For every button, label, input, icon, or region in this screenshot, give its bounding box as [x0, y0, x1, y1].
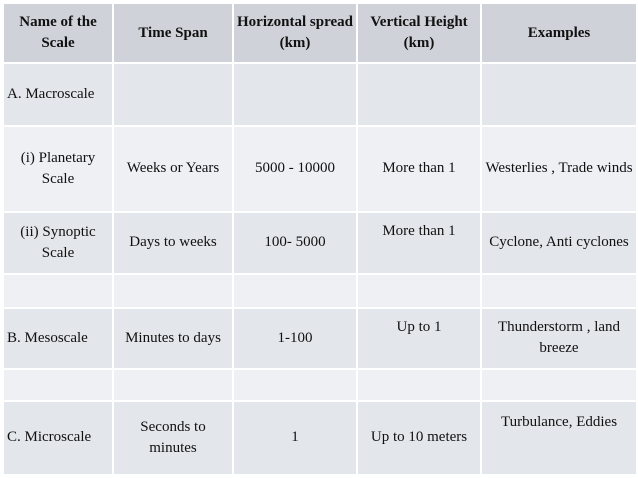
cell-scale: B. Mesoscale: [3, 308, 113, 368]
header-examples: Examples: [481, 3, 637, 63]
cell-empty: [233, 274, 357, 308]
cell-vertical: Up to 1: [357, 308, 481, 368]
table-row: [3, 63, 637, 125]
cell-examples: Thunderstorm , land breeze: [481, 308, 637, 368]
cell-time-span: Minutes to days: [113, 308, 233, 368]
cell-empty: [233, 369, 357, 401]
header-vertical-height: Vertical Height (km): [357, 3, 481, 63]
header-row: [3, 3, 637, 63]
header-horizontal-spread: Horizontal spread (km): [233, 3, 357, 63]
table-row: [3, 126, 637, 212]
cell-time-span: Seconds to minutes: [113, 401, 233, 475]
scales-table: [2, 2, 638, 476]
cell-vertical: [357, 63, 481, 125]
cell-empty: [113, 369, 233, 401]
cell-empty: [481, 369, 637, 401]
cell-vertical: More than 1: [357, 212, 481, 274]
table-row: [3, 274, 637, 308]
cell-empty: [3, 369, 113, 401]
cell-scale: (i) Planetary Scale: [3, 126, 113, 212]
cell-examples: [481, 63, 637, 125]
table-row: [3, 212, 637, 274]
cell-horizontal: 1: [233, 401, 357, 475]
cell-empty: [113, 274, 233, 308]
cell-horizontal: 5000 - 10000: [233, 126, 357, 212]
table-row: [3, 401, 637, 475]
cell-time-span: [113, 63, 233, 125]
cell-horizontal: 100- 5000: [233, 212, 357, 274]
cell-time-span: Days to weeks: [113, 212, 233, 274]
cell-examples: Cyclone, Anti cyclones: [481, 212, 637, 274]
table-row: [3, 369, 637, 401]
cell-empty: [481, 274, 637, 308]
cell-empty: [357, 369, 481, 401]
table-row: [3, 308, 637, 368]
cell-scale: A. Macroscale: [3, 63, 113, 125]
cell-examples: Westerlies , Trade winds: [481, 126, 637, 212]
header-name-of-scale: Name of the Scale: [3, 3, 113, 63]
cell-vertical: Up to 10 meters: [357, 401, 481, 475]
cell-time-span: Weeks or Years: [113, 126, 233, 212]
cell-horizontal: [233, 63, 357, 125]
cell-vertical: More than 1: [357, 126, 481, 212]
cell-scale: C. Microscale: [3, 401, 113, 475]
cell-empty: [357, 274, 481, 308]
cell-empty: [3, 274, 113, 308]
header-time-span: Time Span: [113, 3, 233, 63]
cell-scale: (ii) Synoptic Scale: [3, 212, 113, 274]
cell-examples: Turbulance, Eddies: [481, 401, 637, 475]
cell-horizontal: 1-100: [233, 308, 357, 368]
